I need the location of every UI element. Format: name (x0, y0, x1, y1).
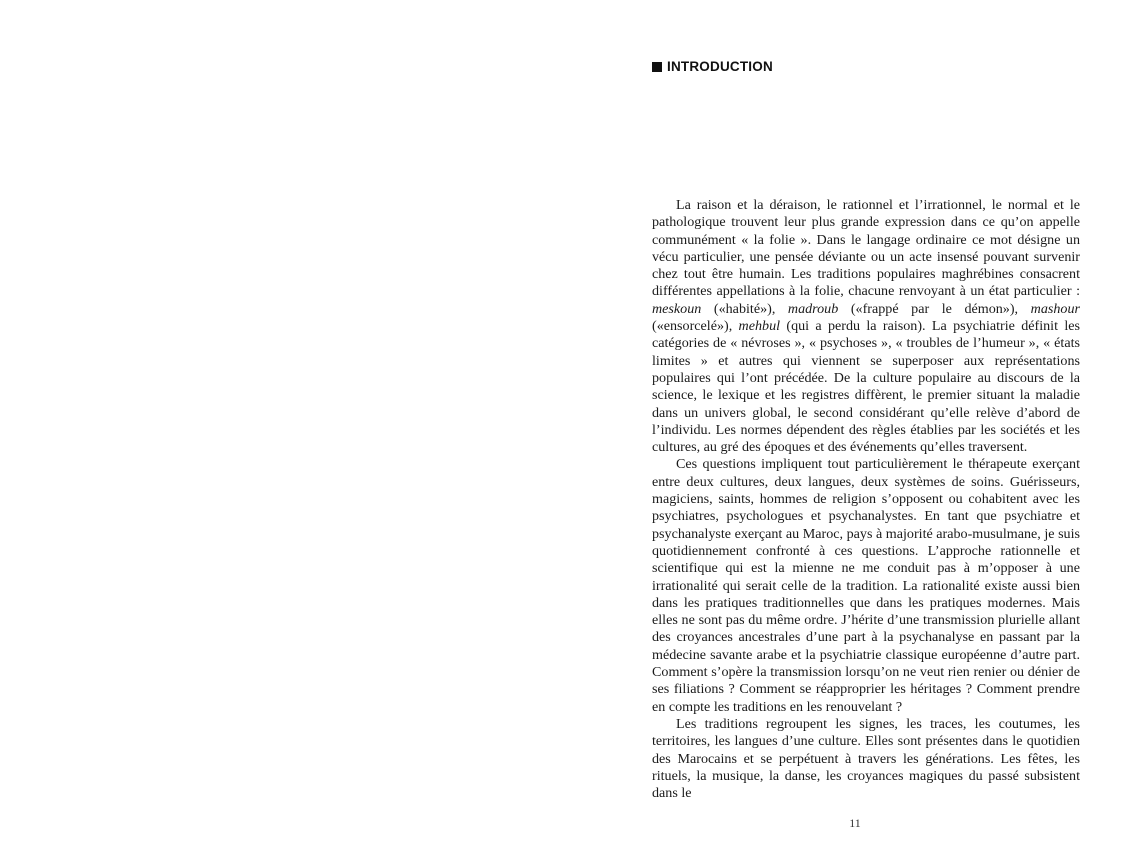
body-text (652, 197, 1080, 802)
text-run: La raison et la déraison, le rationnel et l’irrationnel, le normal et le pathologique trouvent leur plus grande expression dans ce qu’on appelle communément « la folie ». Dans le langage ordinaire ce mot désigne un vécu particulier, une pensée déviante ou un acte insensé pouvant survenir chez tout être humain. Les traditions populaires maghrébines consacrent différentes appellations à la folie, chacune renvoyant à un état particulier : (652, 197, 1080, 300)
chapter-title: INTRODUCTION (667, 59, 773, 74)
text-run: (qui a perdu la raison). La psychiatrie définit les catégories de « névroses », « psychoses », « troubles de l’humeur », « états limites » et autres qui viennent se superposer aux représentations populaires qui l’ont précédée. De la culture populaire au discours de la science, le lexique et les registres diffèrent, le premier situant la maladie dans un univers global, le second considérant qu’elle relève d’abord de l’individu. Les normes dépendent des règles établies par les sociétés et les cultures, au gré des époques et des événements qu’elles traversent. (652, 318, 1080, 456)
square-bullet-icon (652, 62, 662, 72)
paragraph (652, 456, 1080, 715)
text-run: Ces questions impliquent tout particulièrement le thérapeute exerçant entre deux cultures, deux langues, deux systèmes de soins. Guérisseurs, magiciens, saints, hommes de religion s’opposent ou cohabitent avec les psychiatres, psychologues et psychanalystes. En tant que psychiatre et psychanalyste exerçant au Maroc, pays à majorité arabo-musulmane, je suis quotidiennement confronté à ces questions. L’approche rationnelle et scientifique qui est la mienne ne me conduit pas à m’opposer à une irrationalité qui serait celle de la tradition. La rationalité existe aussi bien dans les pratiques traditionnelles que dans les pratiques modernes. Mais elles ne sont pas du même ordre. J’hérite d’une transmission plurielle allant des croyances ancestrales d’une part à la psychanalyse en passant par la médecine savante arabe et la psychiatrie classique européenne d’autre part. Comment s’opère la transmission lorsqu’on ne veut rien renier ou dénier de ses filiations ? Comment se réapproprier les héritages ? Comment prendre en compte les traditions en les renouvelant ? (652, 456, 1080, 715)
paragraph (652, 197, 1080, 456)
chapter-heading (652, 59, 773, 74)
text-run: («ensorcelé»), (652, 318, 739, 335)
right-page (570, 0, 1140, 858)
text-run: Les traditions regroupent les signes, les traces, les coutumes, les territoires, les langues d’une culture. Elles sont présentes dans le quotidien des Marocains et se perpétuent à travers les générations. Les fêtes, les rituels, la musique, la danse, les croyances magiques du passé subsistent dans le (652, 715, 1080, 802)
text-run: («habité»), (701, 300, 788, 317)
italic-term: mehbul (738, 318, 781, 335)
paragraph (652, 716, 1080, 802)
page-number: 11 (849, 816, 861, 830)
italic-term: madroub (787, 300, 839, 317)
italic-term: meskoun (652, 300, 702, 317)
text-run: («frappé par le démon»), (838, 300, 1031, 317)
italic-term: mashour (1030, 300, 1080, 317)
